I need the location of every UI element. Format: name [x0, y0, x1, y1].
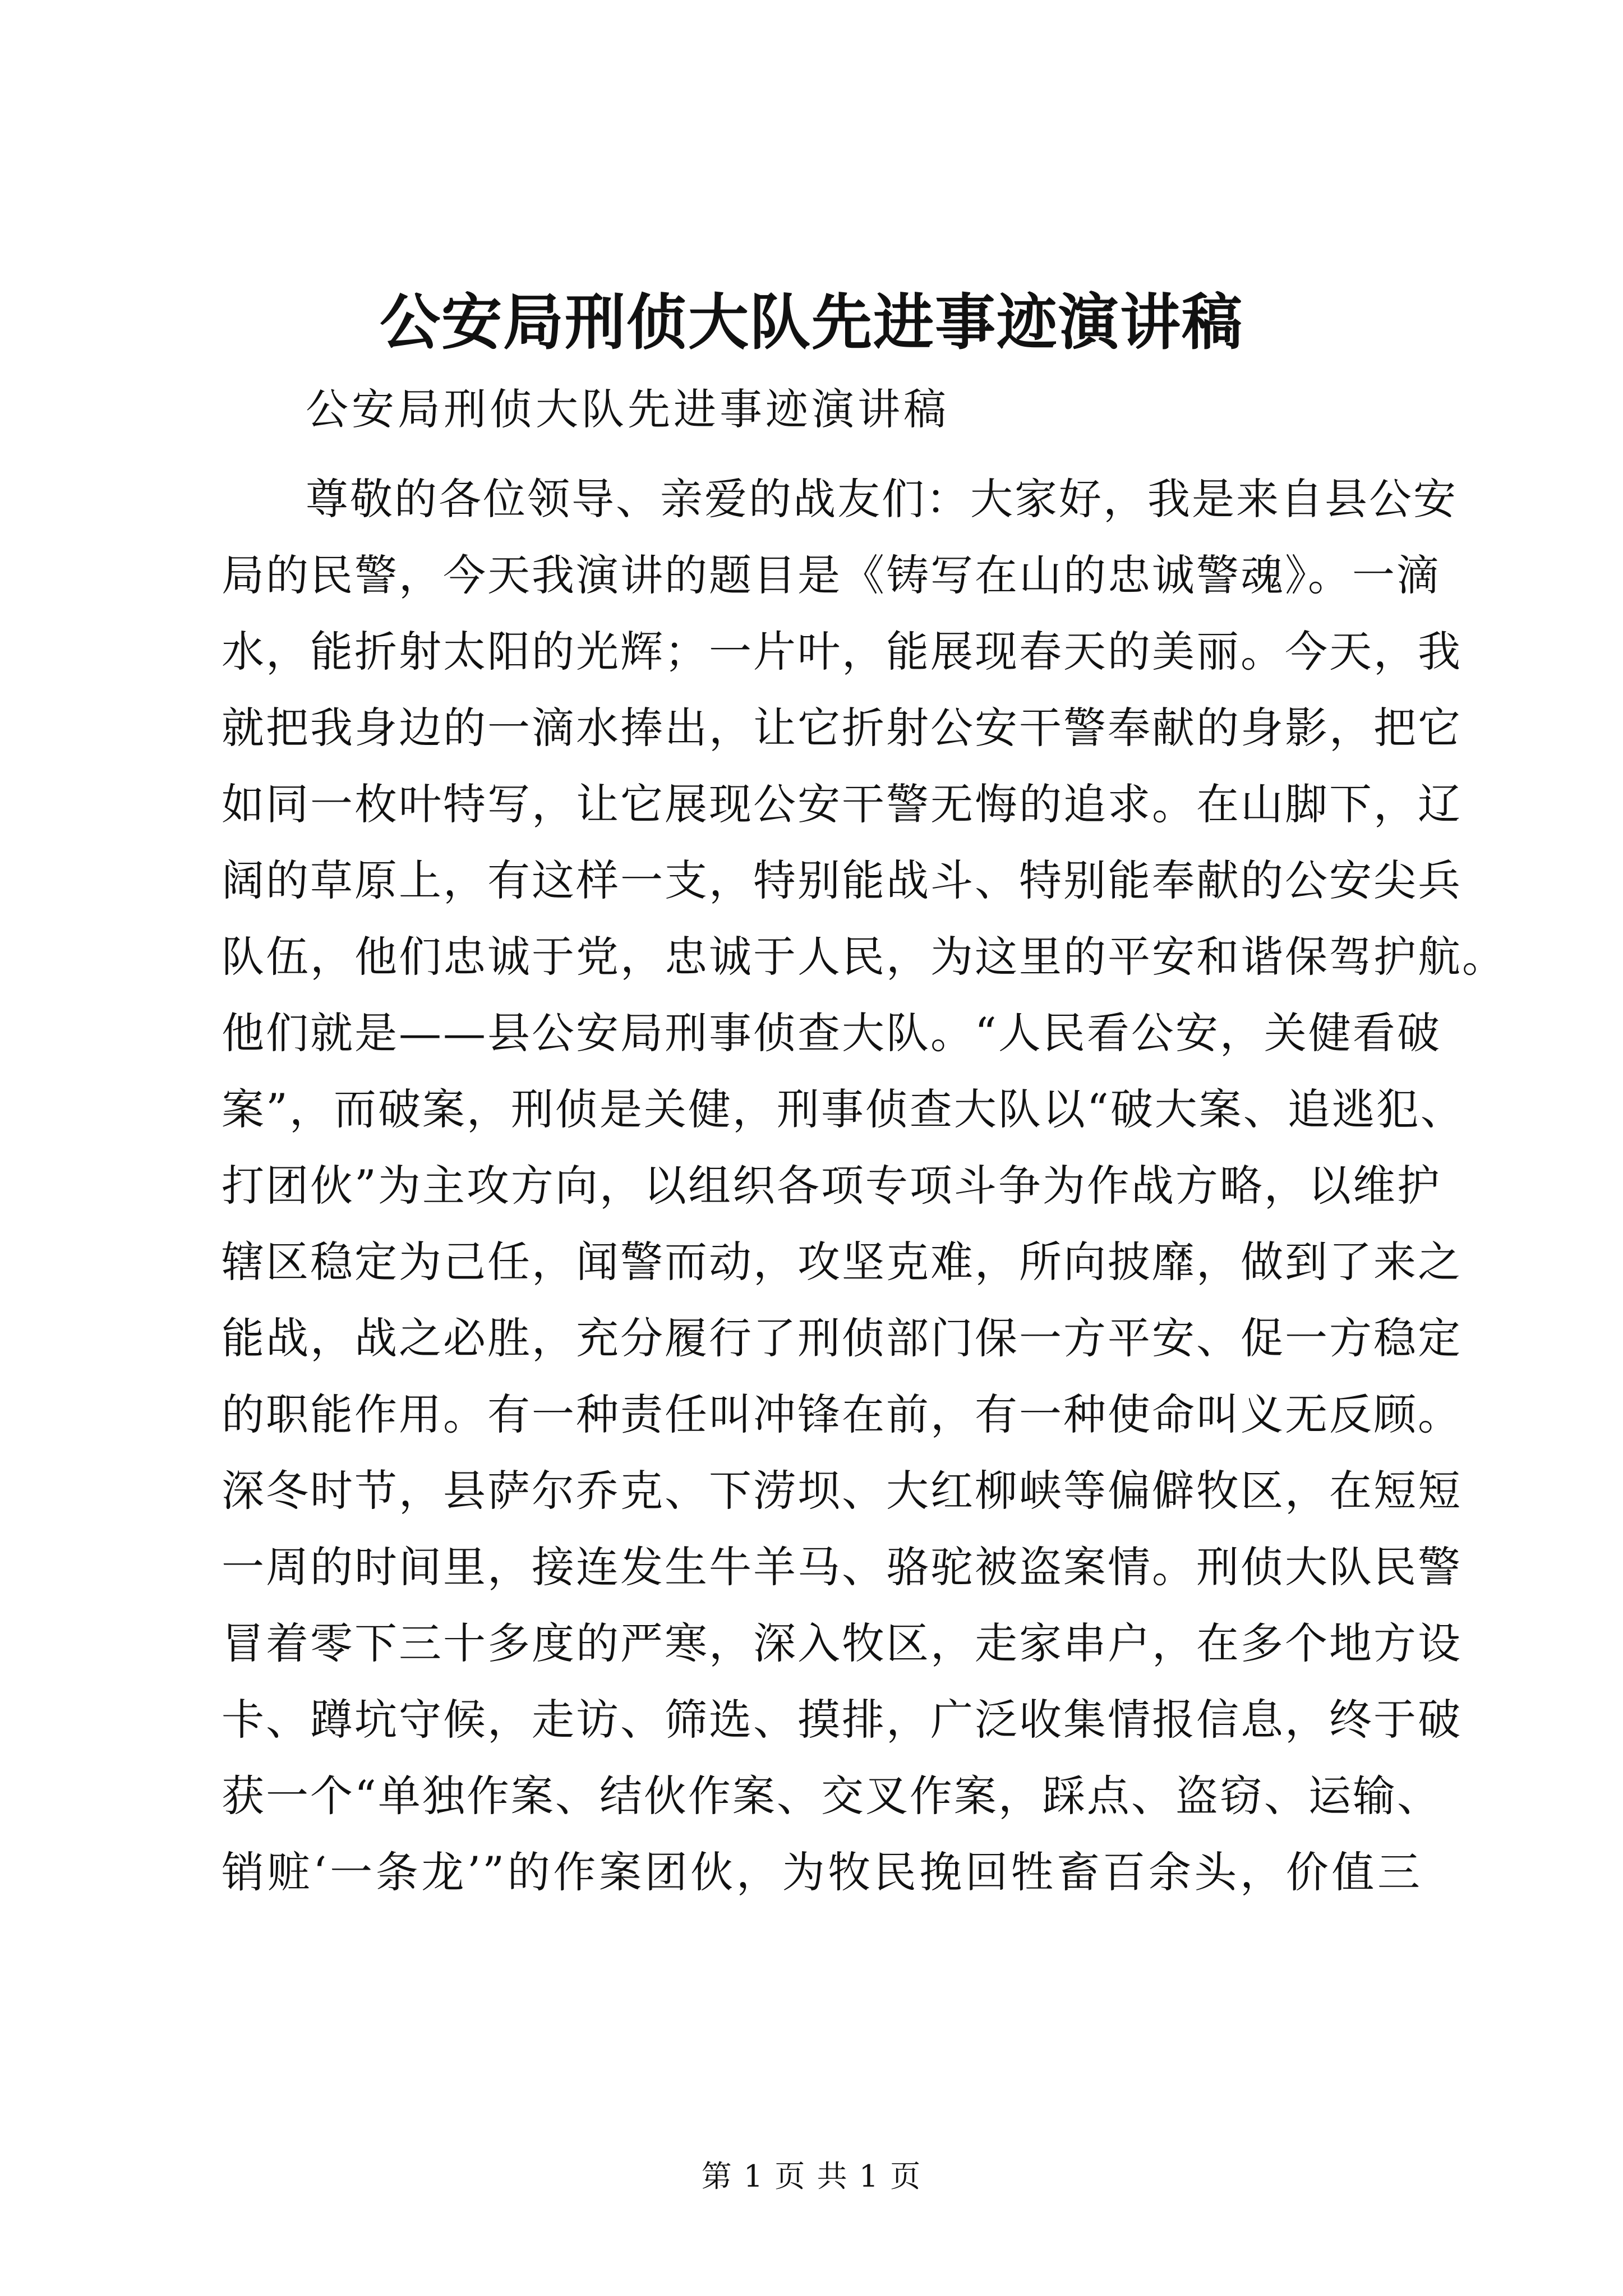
body-line: 就把我身边的一滴水捧出，让它折射公安干警奉献的身影，把它 [222, 703, 1462, 753]
body-line: 局的民警，今天我演讲的题目是《铸写在山的忠诚警魂》。一滴 [222, 550, 1441, 600]
body-line: 如同一枚叶特写，让它展现公安干警无悔的追求。在山脚下，辽 [222, 779, 1462, 829]
body-line: 的职能作用。有一种责任叫冲锋在前，有一种使命叫义无反顾。 [222, 1389, 1462, 1439]
body-line: 打团伙”为主攻方向，以组织各项专项斗争为作战方略，以维护 [222, 1161, 1441, 1211]
document-title: 公安局刑侦大队先进事迹演讲稿 [379, 287, 1243, 358]
page-footer: 第 1 页 共 1 页 [701, 2159, 922, 2194]
body-line: 他们就是——县公安局刑事侦查大队。“人民看公安，关健看破 [222, 1008, 1441, 1058]
body-text [222, 461, 1506, 1911]
body-line: 队伍，他们忠诚于党，忠诚于人民，为这里的平安和谐保驾护航。 [222, 932, 1506, 982]
body-line: 卡、蹲坑守候，走访、筛选、摸排，广泛收集情报信息，终于破 [222, 1695, 1462, 1745]
body-line: 冒着零下三十多度的严寒，深入牧区，走家串户，在多个地方设 [222, 1618, 1462, 1668]
body-line: 深冬时节，县萨尔乔克、下涝坝、大红柳峡等偏僻牧区，在短短 [222, 1466, 1462, 1516]
body-line: 阔的草原上，有这样一支，特别能战斗、特别能奉献的公安尖兵 [222, 855, 1462, 905]
body-line: 获一个“单独作案、结伙作案、交叉作案，踩点、盗窃、运输、 [222, 1771, 1441, 1821]
body-line: 尊敬的各位领导、亲爱的战友们：大家好，我是来自县公安 [306, 474, 1458, 524]
body-line: 销赃‘一条龙’”的作案团伙，为牧民挽回牲畜百余头，价值三 [222, 1847, 1422, 1897]
document-subtitle: 公安局刑侦大队先进事迹演讲稿 [306, 384, 949, 434]
body-line: 辖区稳定为己任，闻警而动，攻坚克难，所向披靡，做到了来之 [222, 1237, 1462, 1287]
body-line: 能战，战之必胜，充分履行了刑侦部门保一方平安、促一方稳定 [222, 1313, 1462, 1363]
body-line: 一周的时间里，接连发生牛羊马、骆驼被盗案情。刑侦大队民警 [222, 1542, 1462, 1592]
body-line: 水，能折射太阳的光辉；一片叶，能展现春天的美丽。今天，我 [222, 627, 1462, 677]
body-line: 案”，而破案，刑侦是关健，刑事侦查大队以“破大案、追逃犯、 [222, 1084, 1465, 1134]
